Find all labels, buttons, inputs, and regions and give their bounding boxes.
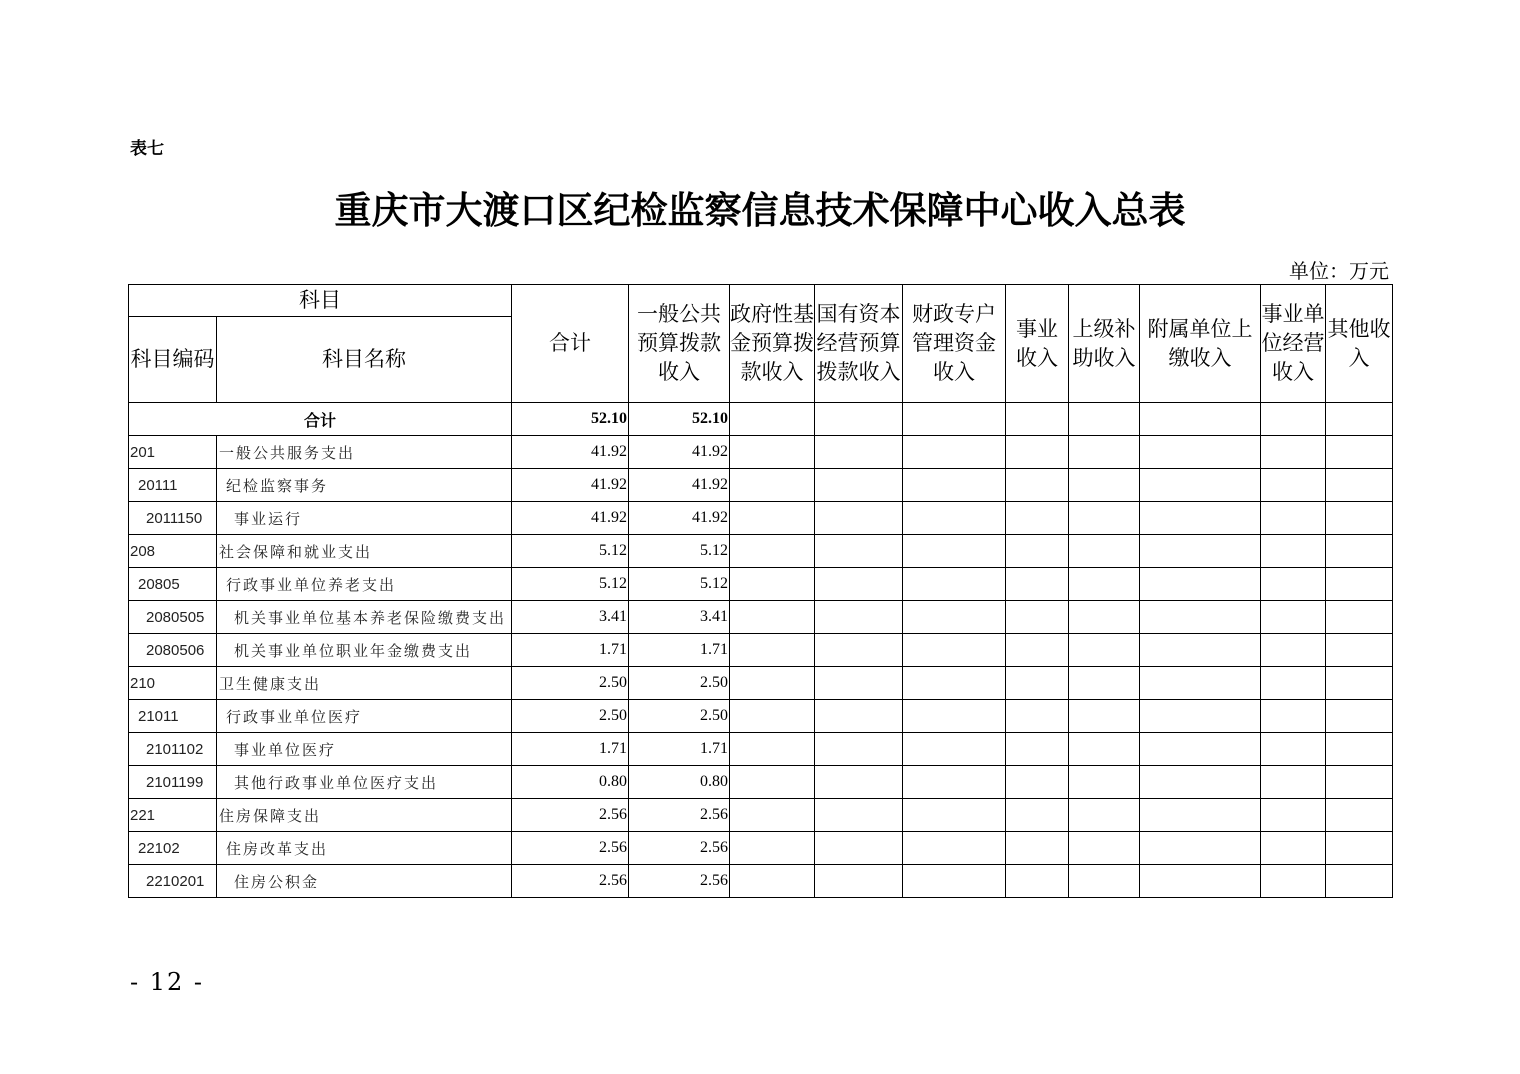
total-row-general-budget: 52.10 — [629, 403, 730, 436]
empty-cell — [1261, 601, 1326, 634]
header-general-budget: 一般公共预算拨款收入 — [629, 285, 730, 403]
total-row-label: 合计 — [129, 403, 512, 436]
general-budget-cell: 3.41 — [629, 601, 730, 634]
header-other-income: 其他收入 — [1326, 285, 1393, 403]
subject-name-cell: 住房公积金 — [217, 865, 512, 898]
total-cell: 2.50 — [512, 667, 629, 700]
empty-cell — [1326, 535, 1393, 568]
empty-cell — [730, 535, 815, 568]
general-budget-cell: 2.56 — [629, 832, 730, 865]
empty-cell — [903, 502, 1006, 535]
empty-cell — [1140, 700, 1261, 733]
empty-cell — [1140, 799, 1261, 832]
empty-cell — [1140, 634, 1261, 667]
empty-cell — [1326, 601, 1393, 634]
empty-cell — [1140, 535, 1261, 568]
empty-cell — [730, 832, 815, 865]
subject-code-cell: 2080505 — [129, 601, 217, 634]
empty-cell — [1069, 766, 1140, 799]
empty-cell — [1069, 502, 1140, 535]
total-cell: 41.92 — [512, 502, 629, 535]
empty-cell — [730, 799, 815, 832]
empty-cell — [815, 469, 903, 502]
general-budget-cell: 5.12 — [629, 568, 730, 601]
header-total: 合计 — [512, 285, 629, 403]
empty-cell — [1069, 634, 1140, 667]
total-cell: 5.12 — [512, 568, 629, 601]
empty-cell — [730, 403, 815, 436]
table-row — [129, 865, 1393, 898]
empty-cell — [1069, 535, 1140, 568]
table-row — [129, 766, 1393, 799]
empty-cell — [1261, 403, 1326, 436]
empty-cell — [1326, 766, 1393, 799]
empty-cell — [815, 766, 903, 799]
general-budget-cell: 5.12 — [629, 535, 730, 568]
empty-cell — [1261, 667, 1326, 700]
empty-cell — [815, 535, 903, 568]
table-row — [129, 634, 1393, 667]
empty-cell — [1261, 634, 1326, 667]
subject-name-cell: 行政事业单位医疗 — [217, 700, 512, 733]
total-cell: 2.50 — [512, 700, 629, 733]
empty-cell — [730, 766, 815, 799]
empty-cell — [815, 601, 903, 634]
empty-cell — [1326, 700, 1393, 733]
table-label: 表七 — [130, 139, 164, 159]
subject-name-cell: 机关事业单位职业年金缴费支出 — [217, 634, 512, 667]
empty-cell — [1140, 865, 1261, 898]
empty-cell — [1261, 436, 1326, 469]
empty-cell — [1140, 667, 1261, 700]
subject-name-cell: 行政事业单位养老支出 — [217, 568, 512, 601]
subject-code-cell: 2011150 — [129, 502, 217, 535]
total-cell: 3.41 — [512, 601, 629, 634]
empty-cell — [903, 865, 1006, 898]
empty-cell — [815, 865, 903, 898]
empty-cell — [1069, 403, 1140, 436]
empty-cell — [1261, 733, 1326, 766]
general-budget-cell: 0.80 — [629, 766, 730, 799]
empty-cell — [815, 568, 903, 601]
total-cell: 41.92 — [512, 469, 629, 502]
empty-cell — [815, 634, 903, 667]
empty-cell — [1261, 469, 1326, 502]
header-business-income: 事业收入 — [1006, 285, 1069, 403]
empty-cell — [1326, 667, 1393, 700]
subject-code-cell: 21011 — [129, 700, 217, 733]
empty-cell — [903, 535, 1006, 568]
empty-cell — [903, 634, 1006, 667]
empty-cell — [1069, 700, 1140, 733]
table-row — [129, 469, 1393, 502]
table-row — [129, 667, 1393, 700]
header-fiscal-special: 财政专户管理资金收入 — [903, 285, 1006, 403]
general-budget-cell: 2.50 — [629, 667, 730, 700]
empty-cell — [1006, 436, 1069, 469]
empty-cell — [1261, 535, 1326, 568]
total-cell: 0.80 — [512, 766, 629, 799]
empty-cell — [1261, 700, 1326, 733]
empty-cell — [815, 436, 903, 469]
header-state-capital: 国有资本经营预算拨款收入 — [815, 285, 903, 403]
empty-cell — [815, 700, 903, 733]
subject-code-cell: 201 — [129, 436, 217, 469]
empty-cell — [1326, 568, 1393, 601]
empty-cell — [1006, 832, 1069, 865]
header-business-unit-operating: 事业单位经营收入 — [1261, 285, 1326, 403]
empty-cell — [1326, 832, 1393, 865]
subject-code-cell: 2101102 — [129, 733, 217, 766]
empty-cell — [1140, 568, 1261, 601]
header-subject: 科目 — [129, 285, 512, 317]
total-cell: 5.12 — [512, 535, 629, 568]
subject-name-cell: 事业单位医疗 — [217, 733, 512, 766]
empty-cell — [730, 469, 815, 502]
empty-cell — [903, 403, 1006, 436]
empty-cell — [1069, 469, 1140, 502]
empty-cell — [730, 436, 815, 469]
subject-name-cell: 纪检监察事务 — [217, 469, 512, 502]
empty-cell — [1069, 568, 1140, 601]
empty-cell — [815, 502, 903, 535]
empty-cell — [903, 568, 1006, 601]
general-budget-cell: 41.92 — [629, 502, 730, 535]
table-row — [129, 568, 1393, 601]
empty-cell — [1326, 502, 1393, 535]
page-title: 重庆市大渡口区纪检监察信息技术保障中心收入总表 — [334, 188, 1186, 232]
subject-code-cell: 20111 — [129, 469, 217, 502]
total-cell: 2.56 — [512, 799, 629, 832]
empty-cell — [1006, 634, 1069, 667]
empty-cell — [1069, 436, 1140, 469]
table-row — [129, 700, 1393, 733]
unit-label: 单位：万元 — [1289, 259, 1389, 283]
empty-cell — [903, 700, 1006, 733]
table-row — [129, 832, 1393, 865]
empty-cell — [903, 766, 1006, 799]
empty-cell — [1006, 766, 1069, 799]
empty-cell — [1326, 436, 1393, 469]
empty-cell — [903, 799, 1006, 832]
subject-code-cell: 2210201 — [129, 865, 217, 898]
empty-cell — [815, 403, 903, 436]
empty-cell — [1006, 733, 1069, 766]
empty-cell — [815, 667, 903, 700]
header-subject-code: 科目编码 — [129, 317, 217, 403]
empty-cell — [730, 733, 815, 766]
empty-cell — [1261, 502, 1326, 535]
general-budget-cell: 2.56 — [629, 865, 730, 898]
empty-cell — [1140, 469, 1261, 502]
header-superior-subsidy: 上级补助收入 — [1069, 285, 1140, 403]
table-row — [129, 733, 1393, 766]
empty-cell — [815, 799, 903, 832]
empty-cell — [1006, 403, 1069, 436]
empty-cell — [1261, 832, 1326, 865]
empty-cell — [730, 568, 815, 601]
table-row — [129, 601, 1393, 634]
empty-cell — [903, 601, 1006, 634]
subject-code-cell: 221 — [129, 799, 217, 832]
empty-cell — [1140, 733, 1261, 766]
empty-cell — [903, 832, 1006, 865]
page-number: - 12 - — [130, 968, 205, 996]
table-row — [129, 502, 1393, 535]
subject-code-cell: 2080506 — [129, 634, 217, 667]
header-gov-fund: 政府性基金预算拨款收入 — [730, 285, 815, 403]
empty-cell — [1069, 799, 1140, 832]
empty-cell — [1069, 733, 1140, 766]
total-cell: 1.71 — [512, 733, 629, 766]
empty-cell — [1261, 568, 1326, 601]
empty-cell — [730, 700, 815, 733]
empty-cell — [1326, 634, 1393, 667]
general-budget-cell: 2.50 — [629, 700, 730, 733]
header-subject-name: 科目名称 — [217, 317, 512, 403]
empty-cell — [1006, 568, 1069, 601]
subject-name-cell: 一般公共服务支出 — [217, 436, 512, 469]
general-budget-cell: 41.92 — [629, 469, 730, 502]
subject-name-cell: 住房改革支出 — [217, 832, 512, 865]
table-row — [129, 535, 1393, 568]
empty-cell — [1006, 799, 1069, 832]
income-summary-table — [128, 284, 1393, 898]
empty-cell — [1006, 667, 1069, 700]
empty-cell — [1140, 766, 1261, 799]
subject-name-cell: 卫生健康支出 — [217, 667, 512, 700]
subject-code-cell: 22102 — [129, 832, 217, 865]
empty-cell — [1326, 469, 1393, 502]
empty-cell — [903, 469, 1006, 502]
empty-cell — [1140, 403, 1261, 436]
empty-cell — [903, 436, 1006, 469]
general-budget-cell: 2.56 — [629, 799, 730, 832]
empty-cell — [1006, 469, 1069, 502]
empty-cell — [1326, 403, 1393, 436]
empty-cell — [1261, 799, 1326, 832]
subject-code-cell: 20805 — [129, 568, 217, 601]
subject-name-cell: 事业运行 — [217, 502, 512, 535]
subject-code-cell: 210 — [129, 667, 217, 700]
empty-cell — [1006, 535, 1069, 568]
empty-cell — [1326, 865, 1393, 898]
empty-cell — [1326, 733, 1393, 766]
subject-name-cell: 其他行政事业单位医疗支出 — [217, 766, 512, 799]
empty-cell — [1261, 865, 1326, 898]
empty-cell — [1140, 832, 1261, 865]
empty-cell — [730, 865, 815, 898]
general-budget-cell: 1.71 — [629, 634, 730, 667]
empty-cell — [730, 502, 815, 535]
total-row — [129, 403, 1393, 436]
subject-name-cell: 社会保障和就业支出 — [217, 535, 512, 568]
empty-cell — [1140, 502, 1261, 535]
empty-cell — [903, 667, 1006, 700]
empty-cell — [903, 733, 1006, 766]
subject-code-cell: 208 — [129, 535, 217, 568]
empty-cell — [1006, 700, 1069, 733]
empty-cell — [1006, 601, 1069, 634]
empty-cell — [1326, 799, 1393, 832]
total-cell: 41.92 — [512, 436, 629, 469]
empty-cell — [1261, 766, 1326, 799]
table-row — [129, 436, 1393, 469]
subject-name-cell: 机关事业单位基本养老保险缴费支出 — [217, 601, 512, 634]
empty-cell — [1140, 601, 1261, 634]
empty-cell — [730, 601, 815, 634]
total-row-total: 52.10 — [512, 403, 629, 436]
empty-cell — [1006, 502, 1069, 535]
empty-cell — [1006, 865, 1069, 898]
total-cell: 2.56 — [512, 832, 629, 865]
empty-cell — [1069, 667, 1140, 700]
subject-code-cell: 2101199 — [129, 766, 217, 799]
empty-cell — [1069, 865, 1140, 898]
total-cell: 2.56 — [512, 865, 629, 898]
table-row — [129, 799, 1393, 832]
empty-cell — [730, 667, 815, 700]
general-budget-cell: 1.71 — [629, 733, 730, 766]
empty-cell — [1140, 436, 1261, 469]
empty-cell — [1069, 832, 1140, 865]
header-affiliated-income: 附属单位上缴收入 — [1140, 285, 1261, 403]
empty-cell — [815, 733, 903, 766]
general-budget-cell: 41.92 — [629, 436, 730, 469]
subject-name-cell: 住房保障支出 — [217, 799, 512, 832]
empty-cell — [815, 832, 903, 865]
total-cell: 1.71 — [512, 634, 629, 667]
empty-cell — [1069, 601, 1140, 634]
empty-cell — [730, 634, 815, 667]
